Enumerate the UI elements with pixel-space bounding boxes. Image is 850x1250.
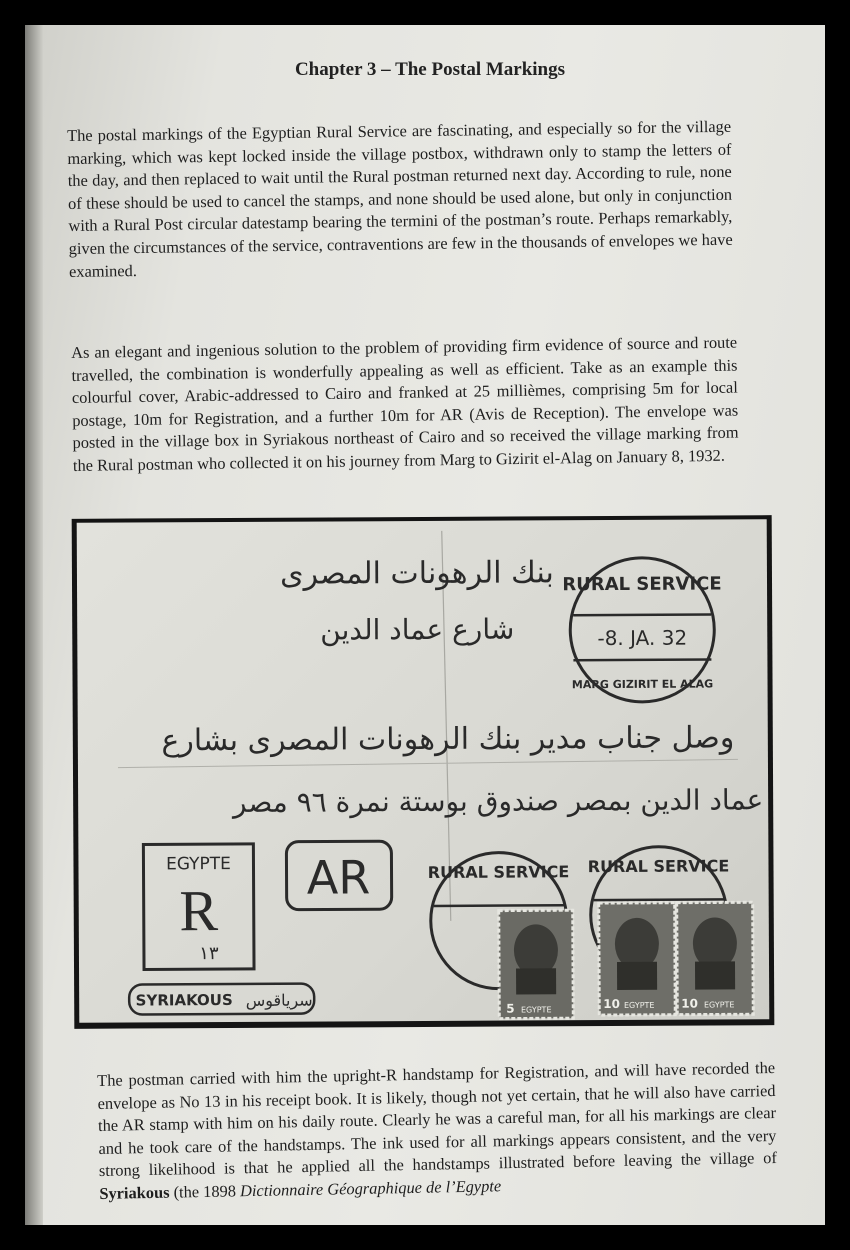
place-name-syriakous: Syriakous [99,1182,170,1203]
stamp-value-2: 10 [603,996,620,1012]
village-marking-latin: SYRIAKOUS [135,990,233,1010]
lower-datestamp-top-text: RURAL SERVICE [427,862,570,882]
registration-letter: R [179,878,219,944]
paragraph-3-text: The postman carried with him the upright-R handstamp for Registration, and will have recorded the envelope as No 13 in his receipt book. It is likely, though not yet certain, that he will also have carried the AR stamp with him on his daily route. Clearly he was a careful man, for all his markings are clear and he took care of the handstamps. The ink used for all markings appears consistent, and the very strong likelihood is that he applied all the handstamps illustrated before leaving the village of [97,1057,777,1181]
datestamp-route: MARG GIZIRIT EL ALAG [571,677,714,692]
stamp-value-3: 10 [681,996,698,1011]
envelope [77,519,770,1023]
stamp-country-1: EGYPTE [520,1005,552,1015]
book-page [25,25,825,1225]
chapter-title: Chapter 3 – The Postal Markings [294,59,566,80]
ar-stamp-text: AR [306,850,371,905]
cover-photograph [72,515,775,1029]
stamp-country-3: EGYPTE [703,1000,735,1010]
registration-handstamp [143,844,254,970]
stamp-country-2: EGYPTE [623,1000,655,1010]
datestamp-top-text: RURAL SERVICE [562,573,722,596]
lower-right-datestamp-top-text: RURAL SERVICE [587,856,730,877]
paragraph-3 [97,1057,777,1206]
registration-number: ١٣ [199,943,219,965]
paragraph-3-continuation: (the 1898 [169,1181,241,1202]
datestamp-date: -8. JA. 32 [597,625,688,651]
arabic-address-line-4: عماد الدين بمصر صندوق بوستة نمرة ٩٦ مصر [232,783,764,819]
arabic-address-line-2: شارع عماد الدين [320,612,515,647]
postage-stamp-5m [499,910,574,1018]
fold-line [118,759,738,767]
registration-country: EGYPTE [166,854,231,875]
paragraph-2: As an elegant and ingenious solution to the problem of providing firm evidence of source and route travelled, the combination is wonderfully appealing as well as efficient. Take as an example this colourful cover, Arabic-addressed to Cairo and franked at 25 millièmes, comprising 5m for local postage, 10m for Registration, and a further 10m for AR (Avis de Reception). The envelope was posted in the village box in Syriakous northeast of Cairo and so received the village marking from the Rural postman who collected it on his journey from Marg to Gizirit el-Alag on January 8, 1932. [71,332,739,475]
stamp-value-1: 5 [506,1001,515,1016]
rural-datestamp-top [562,557,722,702]
reference-title: Dictionnaire Géographique de l’Egypte [239,1176,502,1201]
page-gutter-shadow [25,25,43,1225]
postage-stamp-10m-right [677,902,754,1014]
village-marking-arabic: سرياقوس [245,990,313,1010]
postage-stamp-10m-left [599,903,676,1015]
envelope-markings [77,519,770,1023]
ar-handstamp [286,841,391,910]
village-marking [129,984,314,1015]
arabic-address-line-1: بنك الرهونات المصرى [280,555,554,592]
paragraph-1: The postal markings of the Egyptian Rural Service are fascinating, and especially so for the village marking, which was kept locked inside the village postbox, withdrawn only to stamp the letters of the day, and then replaced to wait until the Rural postman returned next day. According to rule, none of these should be used to cancel the stamps, and none should be used alone, but only in conjunction with a Rural Post circular datestamp bearing the termini of the postman’s route. Perhaps remarkably, given the circumstances of the service, contraventions are few in the thousands of envelopes we have examined. [67,116,733,281]
arabic-address-line-3: وصل جناب مدير بنك الرهونات المصرى بشارع [161,720,735,759]
